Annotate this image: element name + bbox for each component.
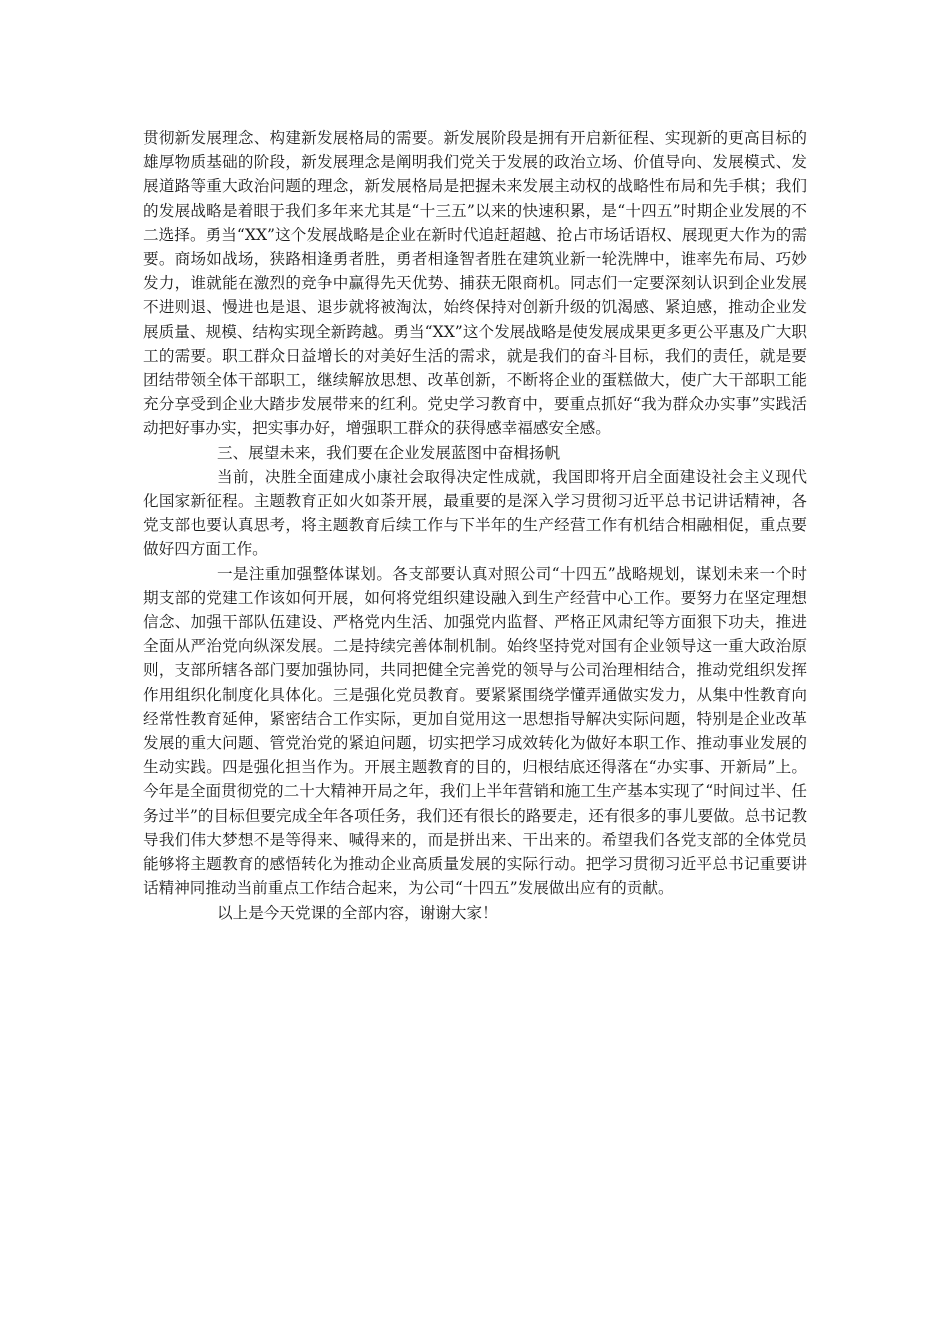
body-paragraph-3: 一是注重加强整体谋划。各支部要认真对照公司“十四五”战略规划，谋划未来一个时期支部的党建工作该如何开展，如何将党组织建设融入到生产经营中心工作。要努力在坚定理想信念、加强干部队伍建设、严格党内生活、加强党内监督、严格正风肃纪等方面狠下功夫，推进全面从严治党向纵深发展。二是持续完善体制机制。始终坚持党对国有企业领导这一重大政治原则，支部所辖各部门要加强协同，共同把健全完善党的领导与公司治理相结合，推动党组织发挥作用组织化制度化具体化。三是强化党员教育。要紧紧围绕学懂弄通做实发力，从集中性教育向经常性教育延伸，紧密结合工作实际，更加自觉用这一思想指导解决实际问题，特别是企业改革发展的重大问题、管党治党的紧迫问题，切实把学习成效转化为做好本职工作、推动事业发展的生动实践。四是强化担当作为。开展主题教育的目的，归根结底还得落在“办实事、开新局”上。今年是全面贯彻党的二十大精神开局之年，我们上半年营销和施工生产基本实现了“时间过半、任务过半”的目标但要完成全年各项任务，我们还有很长的路要走，还有很多的事儿要做。总书记教导我们伟大梦想不是等得来、喊得来的，而是拼出来、干出来的。希望我们各党支部的全体党员能够将主题教育的感悟转化为推动企业高质量发展的实际行动。把学习贯彻习近平总书记重要讲话精神同推动当前重点工作结合起来，为公司“十四五”发展做出应有的贡献。 [143, 564, 807, 898]
body-paragraph-2: 当前，决胜全面建成小康社会取得决定性成就，我国即将开启全面建设社会主义现代化国家新征程。主题教育正如火如荼开展，最重要的是深入学习贯彻习近平总书记讲话精神，各党支部也要认真思考，将主题教育后续工作与下半年的生产经营工作有机结合相融相促，重点要做好四方面工作。 [143, 467, 807, 559]
closing-paragraph: 以上是今天党课的全部内容，谢谢大家！ [217, 903, 498, 922]
document-page [143, 126, 807, 925]
section-heading-3: 三、展望未来，我们要在企业发展蓝图中奋楫扬帆 [217, 443, 561, 462]
body-paragraph-1: 贯彻新发展理念、构建新发展格局的需要。新发展阶段是拥有开启新征程、实现新的更高目标的雄厚物质基础的阶段，新发展理念是阐明我们党关于发展的政治立场、价值导向、发展模式、发展道路等重大政治问题的理念，新发展格局是把握未来发展主动权的战略性布局和先手棋；我们的发展战略是着眼于我们多年来尤其是“十三五”以来的快速积累，是“十四五”时期企业发展的不二选择。勇当“XX”这个发展战略是企业在新时代追赶超越、抢占市场话语权、展现更大作为的需要。商场如战场，狭路相逢勇者胜，勇者相逢智者胜在建筑业新一轮洗牌中，谁率先布局、巧妙发力，谁就能在激烈的竞争中赢得先天优势、捕获无限商机。同志们一定要深刻认识到企业发展不进则退、慢进也是退、退步就将被淘汰，始终保持对创新升级的饥渴感、紧迫感，推动企业发展质量、规模、结构实现全新跨越。勇当“XX”这个发展战略是使发展成果更多更公平惠及广大职工的需要。职工群众日益增长的对美好生活的需求，就是我们的奋斗目标，我们的责任，就是要团结带领全体干部职工，继续解放思想、改革创新，不断将企业的蛋糕做大，使广大干部职工能充分享受到企业大踏步发展带来的红利。党史学习教育中，要重点抓好“我为群众办实事”实践活动把好事办实，把实事办好，增强职工群众的获得感幸福感安全感。 [143, 129, 807, 438]
